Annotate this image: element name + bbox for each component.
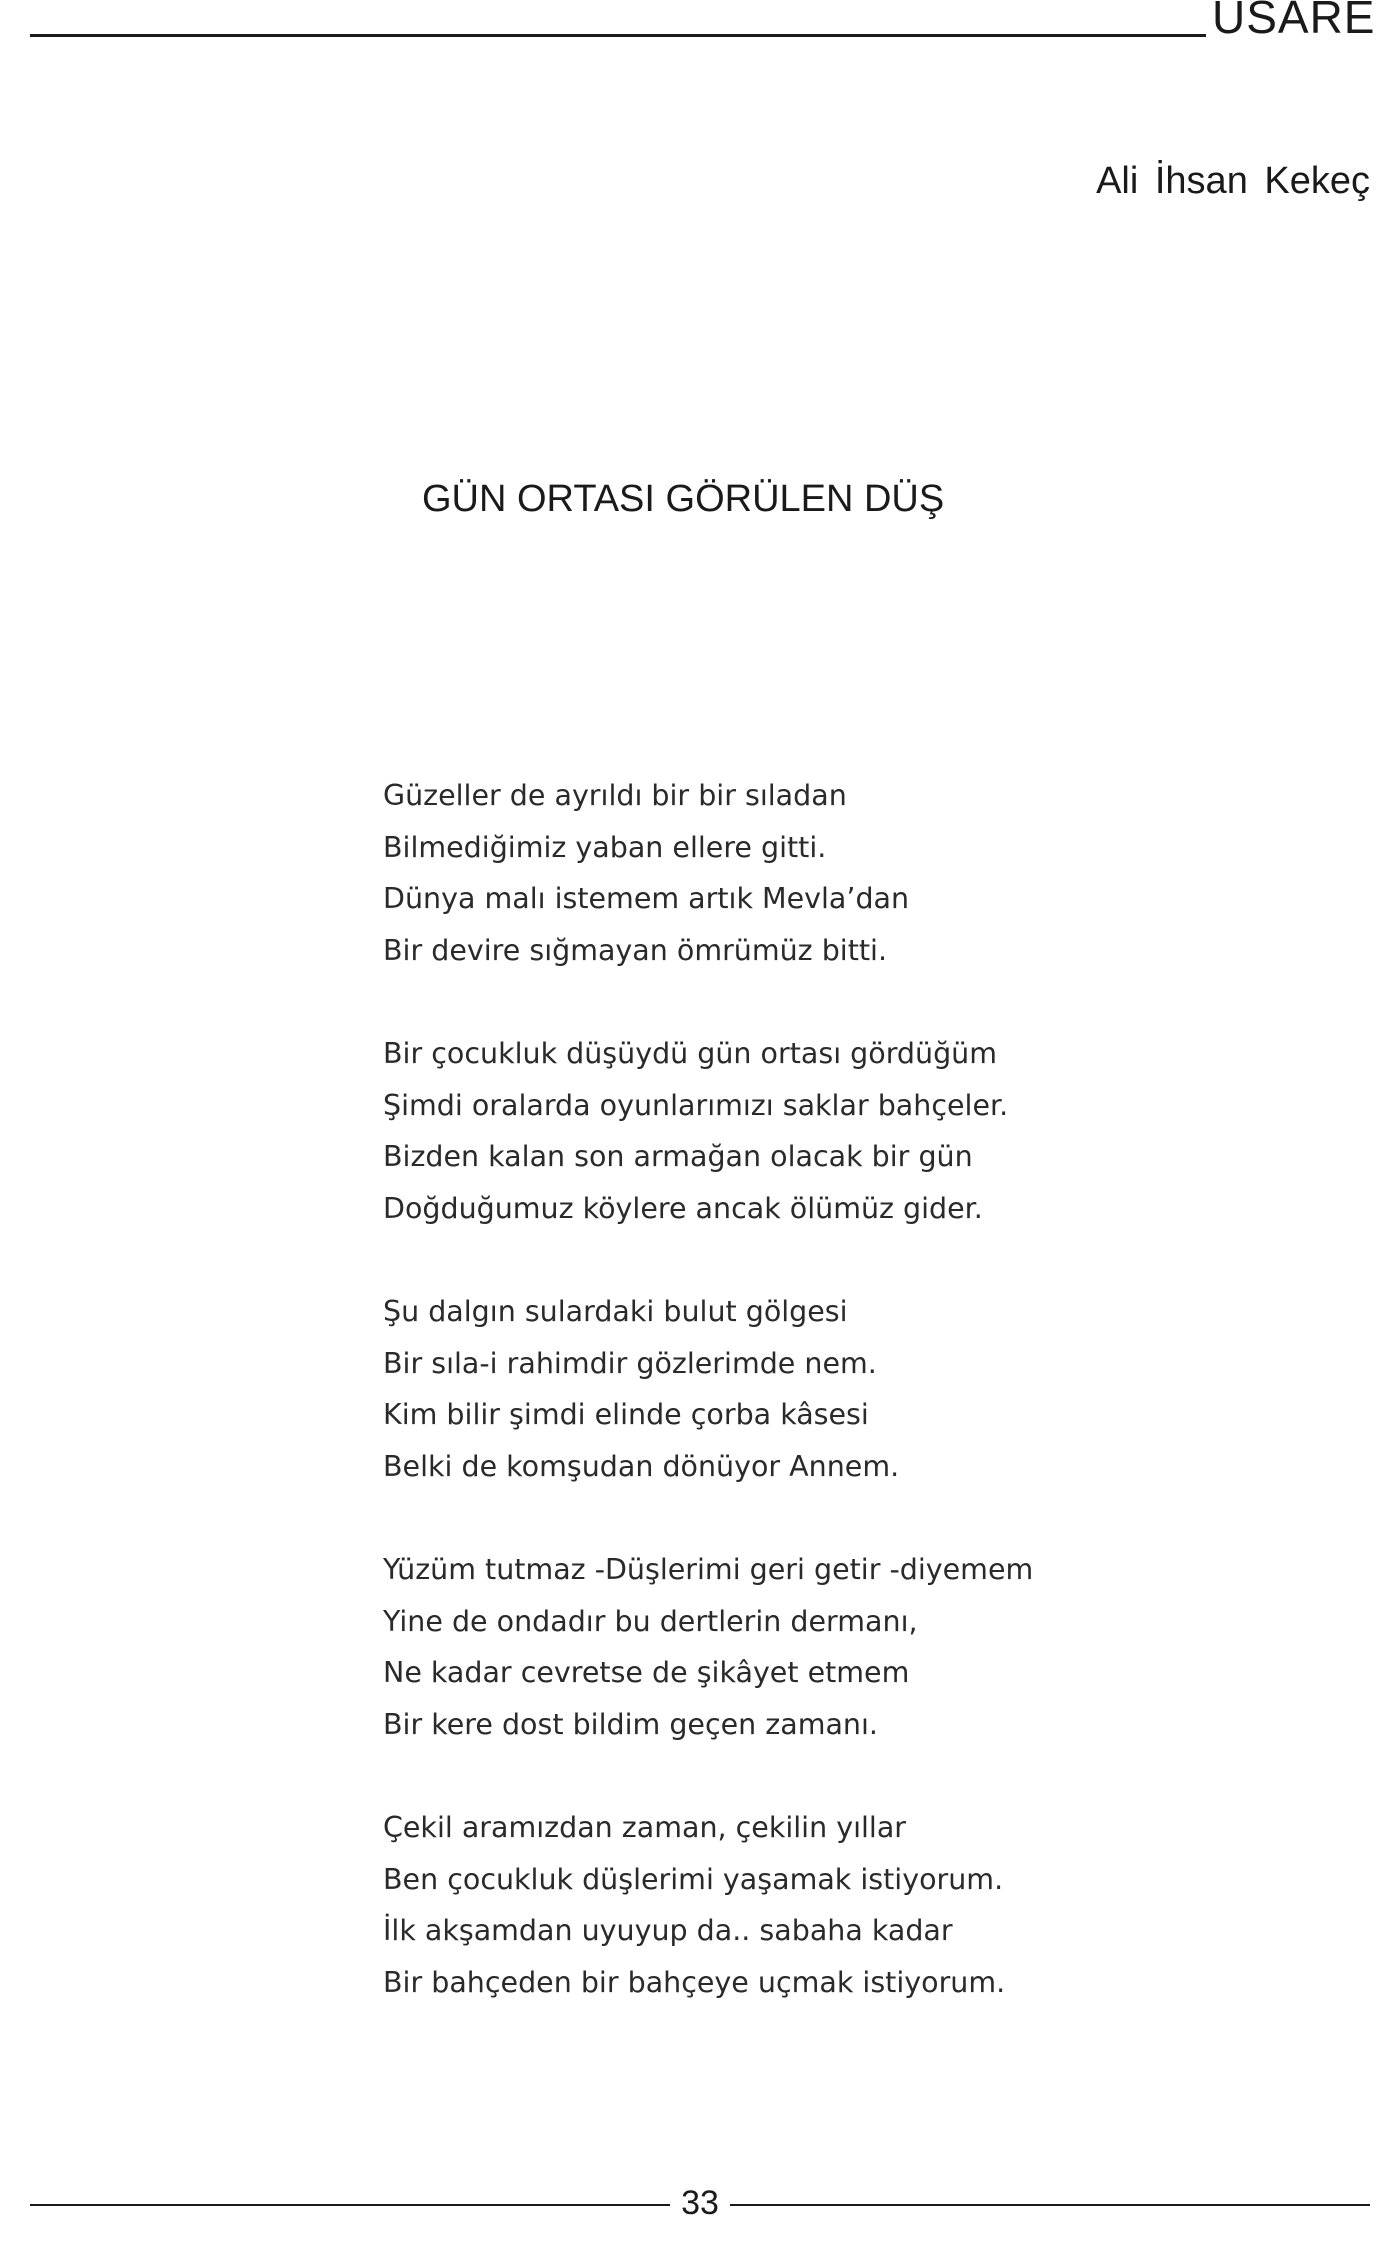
poem-line: Yüzüm tutmaz -Düşlerimi geri getir -diyemem <box>383 1553 1034 1586</box>
footer-rule-left <box>30 2204 670 2206</box>
poem-line: Ne kadar cevretse de şikâyet etmem <box>383 1656 910 1689</box>
stanza <box>383 1544 1083 1750</box>
poem-line: İlk akşamdan uyuyup da.. sabaha kadar <box>383 1914 953 1947</box>
poem-line: Belki de komşudan dönüyor Annem. <box>383 1449 900 1483</box>
author-name: Ali İhsan Kekeç <box>1096 160 1370 202</box>
poem-line: Doğduğumuz köylere ancak ölümüz gider. <box>383 1191 983 1225</box>
poem-body <box>383 770 1083 2060</box>
poem-line: Bizden kalan son armağan olacak bir gün <box>383 1140 973 1173</box>
poem-line: Ben çocukluk düşlerimi yaşamak istiyorum. <box>383 1862 1004 1896</box>
stanza <box>383 1028 1083 1234</box>
page-number: 33 <box>681 2184 719 2222</box>
stanza <box>383 1802 1083 2008</box>
stanza <box>383 1286 1083 1492</box>
poem-line: Şu dalgın sulardaki bulut gölgesi <box>383 1295 848 1328</box>
poem-line: Bir kere dost bildim geçen zamanı. <box>383 1707 878 1741</box>
poem-line: Kim bilir şimdi elinde çorba kâsesi <box>383 1398 869 1431</box>
stanza <box>383 770 1083 976</box>
poem-line: Güzeller de ayrıldı bir bir sıladan <box>383 779 847 812</box>
poem-line: Bir bahçeden bir bahçeye uçmak istiyorum. <box>383 1965 1006 1999</box>
poem-line: Dünya malı istemem artık Mevla’dan <box>383 882 910 915</box>
poem-title: GÜN ORTASI GÖRÜLEN DÜŞ <box>422 478 945 520</box>
poem-line: Bir sıla-i rahimdir gözlerimde nem. <box>383 1346 877 1380</box>
poem-line: Yine de ondadır bu dertlerin dermanı, <box>383 1604 918 1638</box>
magazine-name: USARE <box>1212 0 1376 43</box>
poem-line: Çekil aramızdan zaman, çekilin yıllar <box>383 1811 907 1844</box>
footer-rule-right <box>730 2204 1370 2206</box>
poem-line: Bilmediğimiz yaban ellere gitti. <box>383 830 827 864</box>
poem-line: Bir çocukluk düşüydü gün ortası gördüğüm <box>383 1037 997 1070</box>
poem-line: Bir devire sığmayan ömrümüz bitti. <box>383 933 888 967</box>
header-rule <box>30 34 1206 37</box>
poem-line: Şimdi oralarda oyunlarımızı saklar bahçeler. <box>383 1088 1009 1122</box>
